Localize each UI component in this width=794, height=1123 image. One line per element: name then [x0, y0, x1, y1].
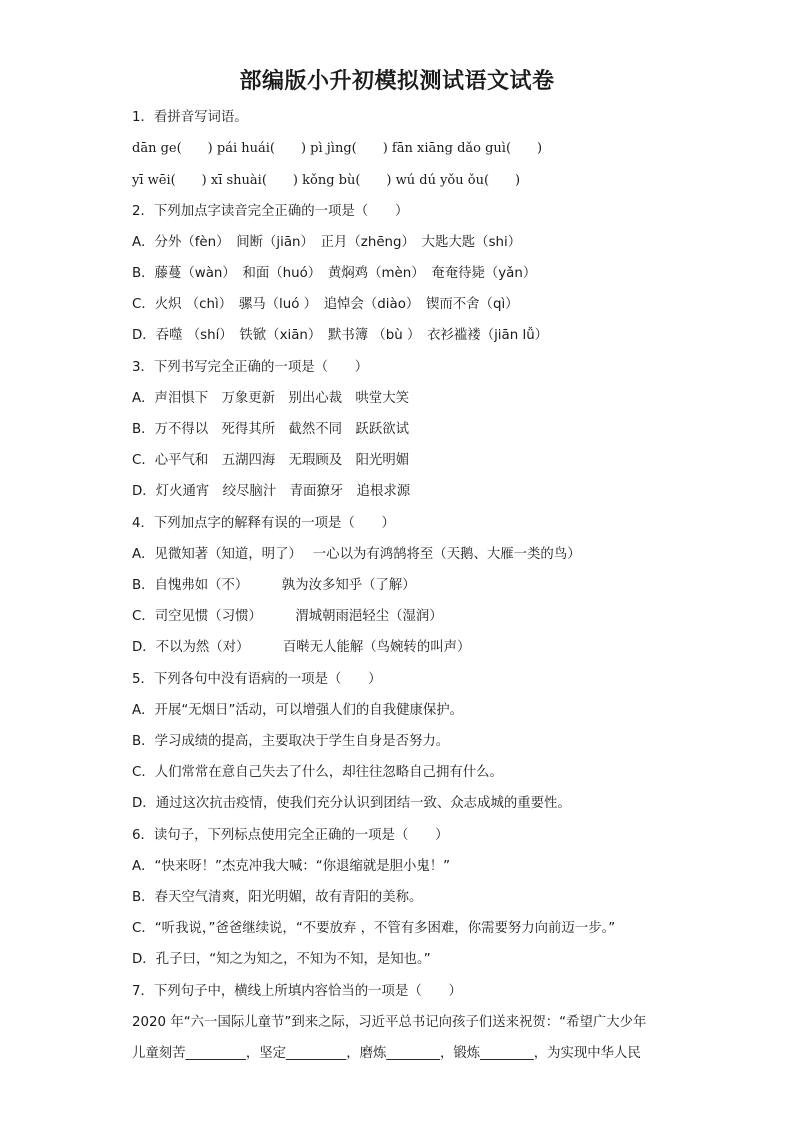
question-6-stem: 6．读句子，下列标点使用完全正确的一项是（ ）	[132, 828, 449, 843]
question-7-passage-line-2: 儿童刻苦_________，坚定_________，磨炼________，锻炼________，为实现中华人民	[132, 1046, 641, 1061]
question-2-option-d: D．吞噬 （shí） 铁锨（xiān） 默书簿 （bù ） 衣衫褴褛（jiān lǚ）	[132, 328, 549, 343]
question-1-stem: 1．看拼音写词语。	[132, 110, 248, 125]
question-3-option-a: A．声泪惧下 万象更新 别出心裁 哄堂大笑	[132, 391, 409, 406]
pinyin-row-2: yī wēi( ) xī shuài( ) kǒng bù( ) wú dú yǒu ǒu( )	[132, 173, 521, 188]
question-2-stem: 2．下列加点字读音完全正确的一项是（ ）	[132, 204, 409, 219]
question-6-option-b: B．春天空气清爽，阳光明媚，故有青阳的美称。	[132, 890, 423, 905]
question-2-option-c: C．火炽 （chì） 骡马（luó ） 追悼会（diào） 锲而不舍（qì）	[132, 297, 519, 312]
question-5-stem: 5．下列各句中没有语病的一项是（ ）	[132, 672, 382, 687]
question-3-stem: 3．下列书写完全正确的一项是（ ）	[132, 360, 369, 375]
question-3-option-d: D．灯火通宵 绞尽脑汁 青面獠牙 追根求源	[132, 484, 411, 499]
question-3-option-c: C．心平气和 五湖四海 无瑕顾及 阳光明媚	[132, 453, 410, 468]
question-4-option-b: B．自愧弗如（不） 孰为汝多知乎（了解）	[132, 578, 416, 593]
question-2-option-a: A．分外（fèn） 间断（jiān） 正月（zhēng） 大匙大匙（shi）	[132, 235, 522, 250]
question-4-option-c: C．司空见惯（习惯） 渭城朝雨浥轻尘（湿润）	[132, 609, 443, 624]
question-6-option-a: A．“快来呀！”杰克冲我大喊：“你退缩就是胆小鬼！”	[132, 859, 451, 874]
question-3-option-b: B．万不得以 死得其所 截然不同 跃跃欲试	[132, 422, 409, 437]
question-4-option-a: A．见微知著（知道，明了） 一心以为有鸿鹄将至（天鹅、大雁一类的鸟）	[132, 547, 581, 562]
question-6-option-d: D．孔子曰，“知之为知之，不知为不知，是知也。”	[132, 952, 431, 967]
question-6-option-c: C．“听我说，”爸爸继续说，“不要放弃 ，不管有多困难，你需要努力向前迈一步。”	[132, 921, 616, 936]
question-5-option-d: D．通过这次抗击疫情，使我们充分认识到团结一致、众志成城的重要性。	[132, 796, 571, 811]
pinyin-row-1: dān ge( ) pái huái( ) pì jìng( ) fān xiāng dǎo guì( )	[132, 141, 543, 156]
question-7-stem: 7．下列句子中，横线上所填内容恰当的一项是（ ）	[132, 984, 462, 999]
question-4-option-d: D．不以为然（对） 百啭无人能解（鸟婉转的叫声）	[132, 640, 471, 655]
question-7-passage-line-1: 2020 年“六一国际儿童节”到来之际，习近平总书记向孩子们送来祝贺：“希望广大少年	[132, 1015, 647, 1030]
page-title: 部编版小升初模拟测试语文试卷	[239, 69, 555, 94]
question-5-option-a: A．开展“无烟日”活动，可以增强人们的自我健康保护。	[132, 703, 464, 718]
question-5-option-b: B．学习成绩的提高，主要取决于学生自身是否努力。	[132, 734, 450, 749]
question-4-stem: 4．下列加点字的解释有误的一项是（ ）	[132, 516, 395, 531]
question-5-option-c: C．人们常常在意自己失去了什么，却往往忽略自己拥有什么。	[132, 765, 503, 780]
question-2-option-b: B．藤蔓（wàn） 和面（huó） 黄焖鸡（mèn） 奄奄待毙（yǎn）	[132, 266, 537, 281]
